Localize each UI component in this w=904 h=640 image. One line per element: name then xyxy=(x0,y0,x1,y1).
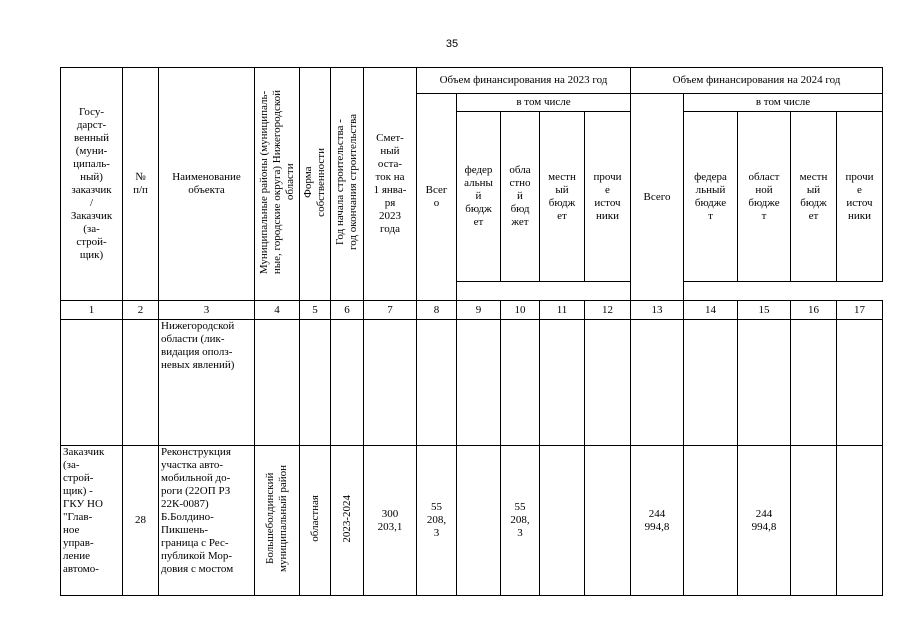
column-number: 4 xyxy=(255,301,300,320)
header-regional-2023: обла стно й бюд жет xyxy=(501,112,540,282)
column-number-row xyxy=(61,301,883,320)
header-including-2023: в том числе xyxy=(457,94,631,112)
column-number: 9 xyxy=(457,301,501,320)
financing-table xyxy=(60,67,883,596)
row-28-customer: Заказчик (за- строй- щик) - ГКУ НО "Глав- ное управ- ление автомо- xyxy=(61,446,123,596)
column-number: 10 xyxy=(501,301,540,320)
row-28-total-2023: 55 208, 3 xyxy=(417,446,457,596)
column-number: 1 xyxy=(61,301,123,320)
header-fin-2023: Объем финансирования на 2023 год xyxy=(417,68,631,94)
header-years: Год начала строительства - год окончания строительства xyxy=(334,114,359,250)
header-regional-2024: област ной бюдже т xyxy=(738,112,791,282)
column-number: 11 xyxy=(540,301,585,320)
row-28-district: Большеболдинский муниципальный район xyxy=(264,465,289,572)
header-num: № п/п xyxy=(123,68,159,301)
header-total-2024: Всего xyxy=(631,94,684,301)
page-number: 35 xyxy=(445,38,459,50)
row-28-years: 2023-2024 xyxy=(340,494,353,543)
row-28-regional-2024: 244 994,8 xyxy=(738,446,791,596)
row-28-regional-2023: 55 208, 3 xyxy=(501,446,540,596)
column-number: 15 xyxy=(738,301,791,320)
column-number: 12 xyxy=(585,301,631,320)
table-row-continuation xyxy=(61,320,883,446)
column-number: 14 xyxy=(684,301,738,320)
table-row-28 xyxy=(61,446,883,596)
row-28-object-name: Реконструкция участка авто- мобильной до- роги (22ОП РЗ 22К-0087) Б.Болдино- Пикшень- граница с Рес- публикой Мор- довия с мостом xyxy=(159,446,255,596)
column-number: 17 xyxy=(837,301,883,320)
column-number: 6 xyxy=(331,301,364,320)
header-customer: Госу- дарст- венный (муни- ципаль- ный) заказчик / Заказчик (за- строй- щик) xyxy=(61,68,123,301)
row-28-num: 28 xyxy=(123,446,159,596)
row-28-remaining: 300 203,1 xyxy=(364,446,417,596)
row-28-total-2024: 244 994,8 xyxy=(631,446,684,596)
column-number: 16 xyxy=(791,301,837,320)
column-number: 7 xyxy=(364,301,417,320)
header-total-2023: Всег о xyxy=(417,94,457,301)
row-28-ownership: областная xyxy=(308,495,321,542)
object-name-continuation: Нижегородской области (лик- видация ополз- невых явлений) xyxy=(159,320,255,446)
header-federal-2024: федера льный бюдже т xyxy=(684,112,738,282)
column-number: 2 xyxy=(123,301,159,320)
header-including-2024: в том числе xyxy=(684,94,883,112)
column-number: 3 xyxy=(159,301,255,320)
header-other-2023: прочи е источ ники xyxy=(585,112,631,282)
header-object-name: Наименование объекта xyxy=(159,68,255,301)
header-local-2023: местн ый бюдж ет xyxy=(540,112,585,282)
header-ownership: Форма собственности xyxy=(302,147,327,217)
header-districts: Муниципальные районы (муниципаль- ные, городские округа) Нижегородской области xyxy=(257,89,296,275)
header-local-2024: местн ый бюдж ет xyxy=(791,112,837,282)
header-federal-2023: федер альны й бюдж ет xyxy=(457,112,501,282)
header-other-2024: прочи е источ ники xyxy=(837,112,883,282)
column-number: 13 xyxy=(631,301,684,320)
header-fin-2024: Объем финансирования на 2024 год xyxy=(631,68,883,94)
header-remaining: Смет- ный оста- ток на 1 янва- ря 2023 года xyxy=(364,68,417,301)
column-number: 5 xyxy=(300,301,331,320)
column-number: 8 xyxy=(417,301,457,320)
